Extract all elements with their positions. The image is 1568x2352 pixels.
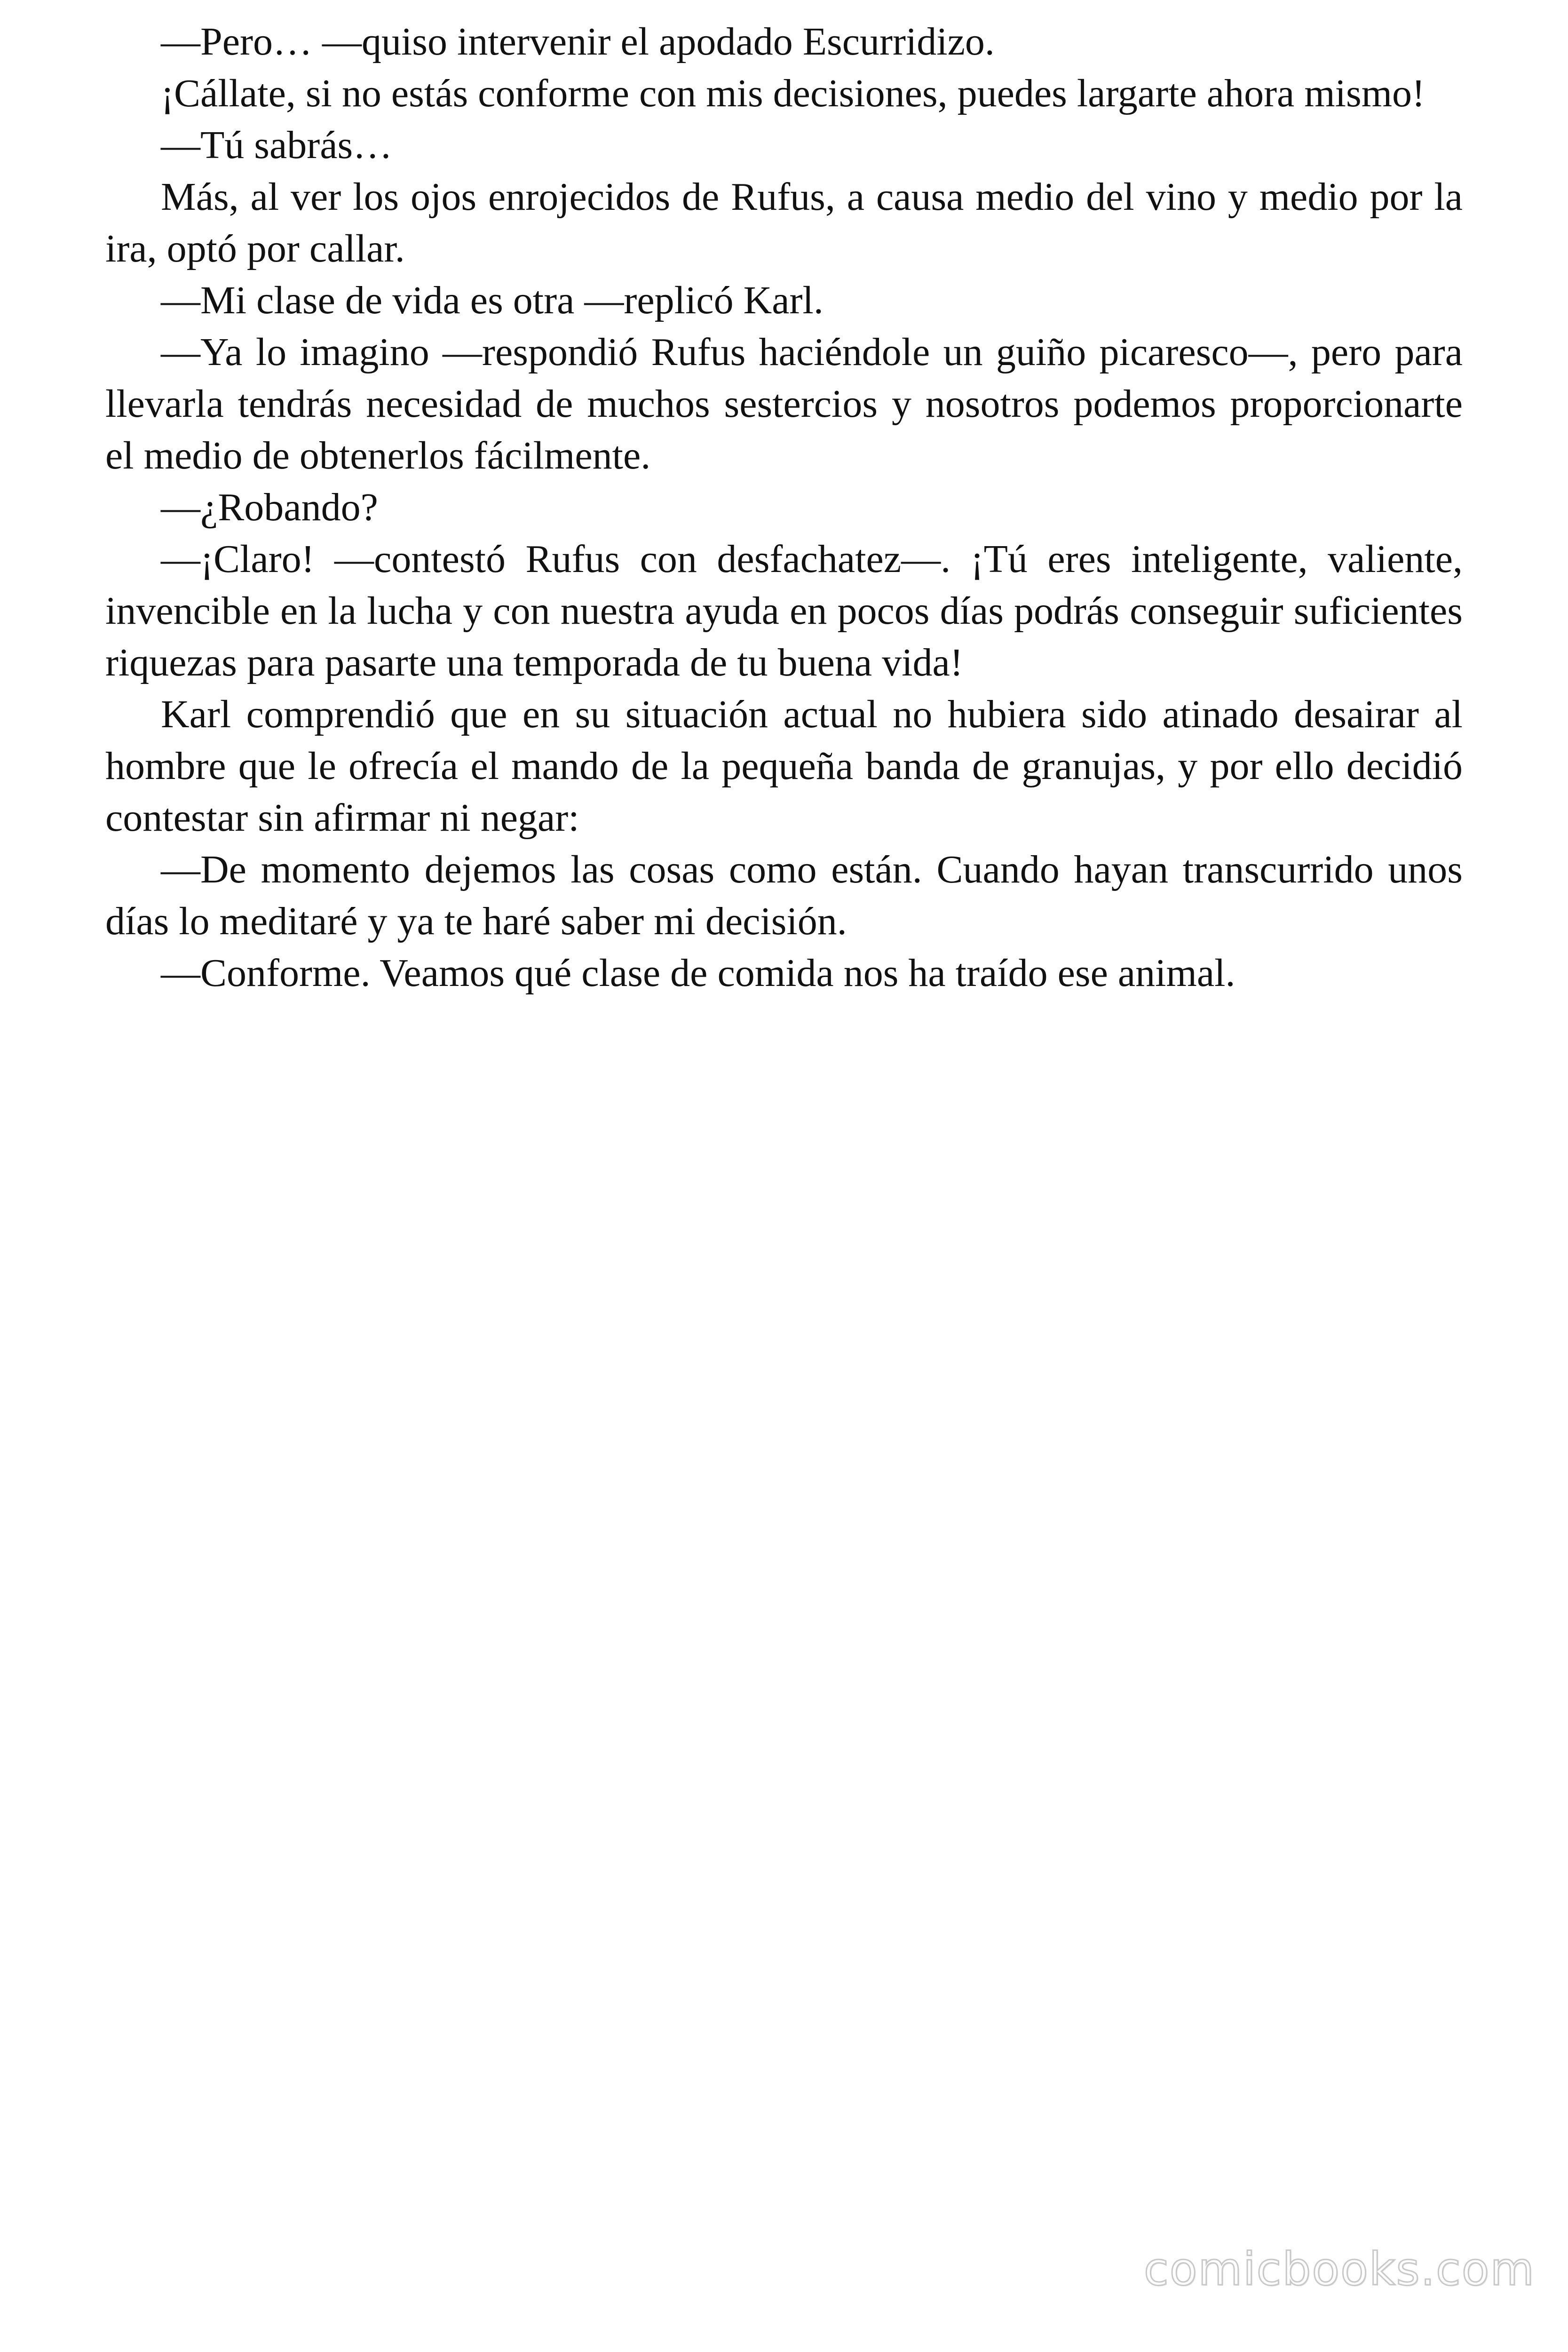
page-body-text [105, 16, 1463, 999]
paragraph: —Ya lo imagino —respondió Rufus haciéndole un guiño picaresco—, pero para llevarla tendrás necesidad de muchos sestercios y nosotros podemos proporcionarte el medio de obtenerlos fácilmente. [105, 330, 1463, 477]
watermark: comicbooks.com [1143, 2243, 1535, 2296]
paragraph: —Tú sabrás… [161, 123, 393, 167]
paragraph: —Conforme. Veamos qué clase de comida nos ha traído ese animal. [161, 951, 1235, 995]
paragraph: ¡Cállate, si no estás conforme con mis decisiones, puedes largarte ahora mismo! [161, 72, 1425, 115]
paragraph: —¿Robando? [161, 485, 378, 529]
paragraph: —Mi clase de vida es otra —replicó Karl. [161, 278, 824, 322]
paragraph: Karl comprendió que en su situación actual no hubiera sido atinado desairar al hombre que le ofrecía el mando de la pequeña banda de granujas, y por ello decidió contestar sin afirmar ni negar: [105, 692, 1463, 840]
paragraph: —De momento dejemos las cosas como están. Cuando hayan transcurrido unos días lo meditaré y ya te haré saber mi decisión. [105, 848, 1463, 943]
paragraph: —¡Claro! —contestó Rufus con desfachatez—. ¡Tú eres inteligente, valiente, invencible en la lucha y con nuestra ayuda en pocos días podrás conseguir suficientes riquezas para pasarte una temporada de tu buena vida! [105, 537, 1463, 684]
paragraph: —Pero… —quiso intervenir el apodado Escurridizo. [161, 20, 995, 64]
paragraph: Más, al ver los ojos enrojecidos de Rufus, a causa medio del vino y medio por la ira, optó por callar. [105, 175, 1463, 270]
